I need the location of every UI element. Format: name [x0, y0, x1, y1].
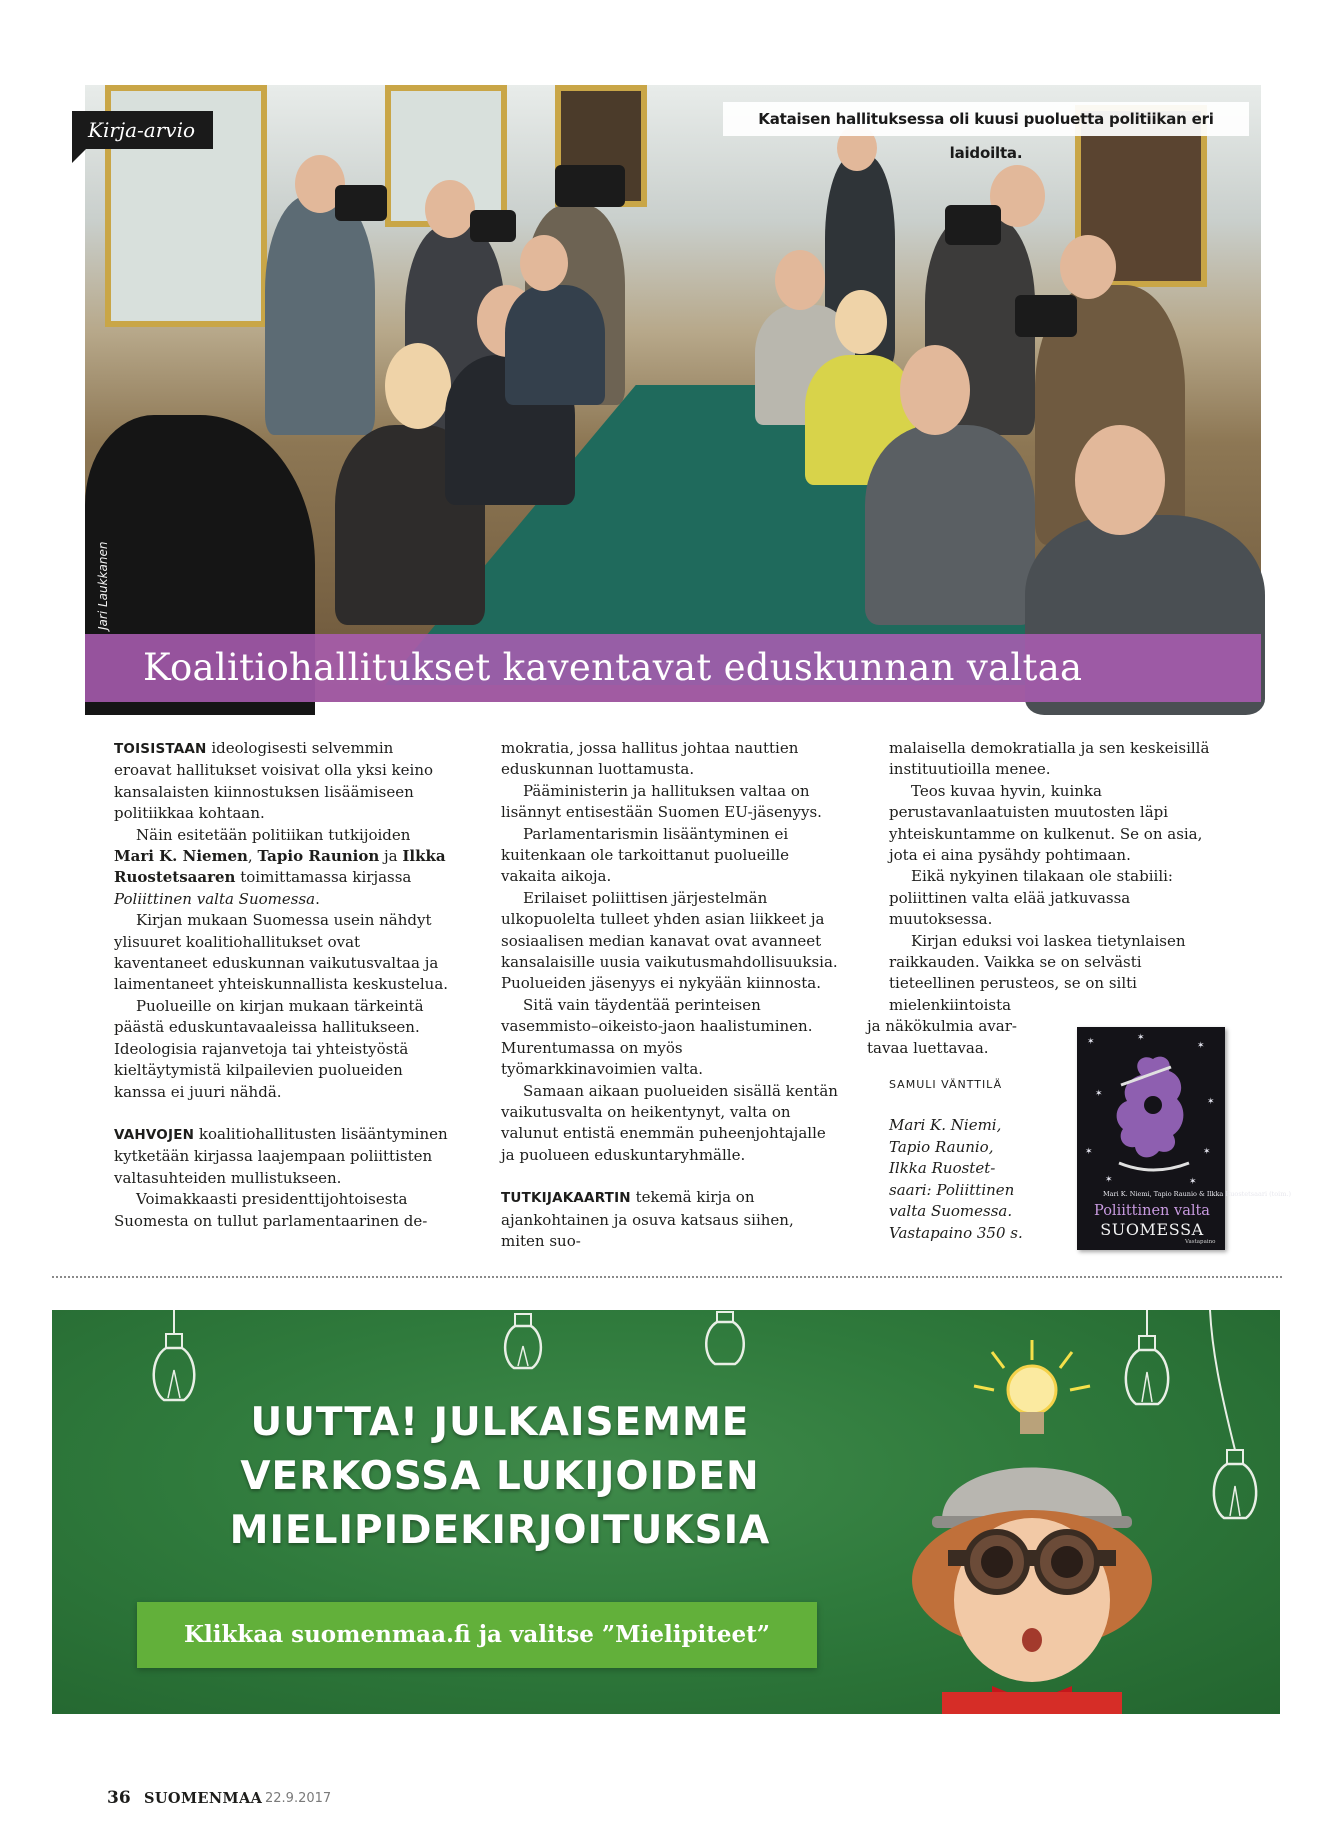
book-info [889, 1115, 1057, 1244]
article-column-2 [501, 738, 839, 1252]
paragraph [501, 1187, 839, 1252]
paragraph: Teos kuvaa hyvin, kuinka perustavanlaatuisten muutosten läpi yhteiskuntamme on kulkenut. Se on asia, jota ei aina pysähdy pohtimaan. [889, 781, 1203, 865]
lion-emblem-icon [1101, 1045, 1205, 1175]
ad-headline-line: VERKOSSA LUKIJOIDEN [240, 1454, 760, 1499]
camera-icon [335, 185, 387, 221]
seated-man-head [1075, 425, 1165, 535]
paragraph: Parlamentarismin lisääntyminen ei kuitenkaan ole tarkoittanut puolueille vakaita aikoja. [501, 824, 790, 886]
advertisement-banner[interactable] [52, 1310, 1280, 1714]
paragraph: Kirjan mukaan Suomessa usein nähdyt ylisuuret koalitiohallitukset ovat kaventaneet eduskunnan vaikutusvaltaa ja laimentaneet yhteiskunnallista keskustelua. [114, 911, 449, 994]
author-name: Mari K. Niemen [114, 847, 248, 866]
light-bulb-icon [498, 1310, 548, 1385]
child-inventor-illustration [882, 1330, 1182, 1714]
paragraph-text: , [247, 847, 258, 866]
book-info-line: Vastapaino 350 s. [889, 1223, 1023, 1242]
photographer-head [425, 180, 475, 238]
seated-woman-head [835, 290, 887, 354]
paragraph: Eikä nykyinen tilakaan ole stabiili: poliittinen valta elää jatkuvassa muutoksessa. [889, 867, 1173, 929]
run-in-heading: TUTKIJAKAARTIN [501, 1190, 631, 1207]
paragraph: Pääministerin ja hallituksen valtaa on lisännyt entisestään Suomen EU-jäsenyys. [501, 781, 822, 822]
camera-icon [1015, 295, 1077, 337]
book-info-line: Mari K. Niemi, [889, 1116, 1002, 1134]
seated-man-figure [865, 425, 1035, 625]
photo-caption: Kataisen hallituksessa oli kuusi puoluetta politiikan eri laidoilta. [723, 102, 1249, 136]
light-bulb-icon [1200, 1310, 1270, 1570]
star-icon: ✶ [1087, 1037, 1095, 1047]
cover-authors: Mari K. Niemi, Tapio Raunio & Ilkka Ruostetsaari (toim.) [1103, 1190, 1291, 1198]
author-name: Tapio Raunion [257, 847, 380, 866]
star-icon: ✶ [1137, 1033, 1145, 1043]
paragraph: Voimakkaasti presidenttijohtoisesta Suomesta on tullut parlamentaarinen de- [114, 1190, 428, 1230]
author-name: Ilkka Ruostetsaaren [114, 847, 446, 887]
section-label-fold [72, 149, 86, 163]
paragraph [114, 738, 452, 825]
byline: SAMULI VÄNTTILÄ [889, 1078, 1003, 1091]
paragraph: Samaan aikaan puolueiden sisällä kentän vaikutusvalta on heikentynyt, valta on valunut entistä enemmän puheenjohtajalle ja puolueen eduskuntaryhmälle. [501, 1081, 838, 1164]
star-icon: ✶ [1197, 1041, 1205, 1051]
paragraph: mokratia, jossa hallitus johtaa nauttien eduskunnan luottamusta. [501, 739, 799, 779]
paragraph-text: ja [379, 847, 403, 866]
seated-man-figure [505, 285, 605, 405]
ad-cta-button[interactable]: Klikkaa suomenmaa.fi ja valitse ”Mielipiteet” [137, 1602, 817, 1668]
article-column-3 [867, 738, 1229, 1059]
ad-headline [190, 1396, 810, 1558]
article-headline: Koalitiohallitukset kaventavat eduskunnan valtaa [143, 646, 1083, 689]
ad-headline-line: MIELIPIDEKIRJOITUKSIA [229, 1508, 771, 1553]
paragraph-text: toimittamassa kirjassa [235, 868, 412, 887]
cover-publisher: Vastapaino [1185, 1239, 1216, 1245]
paragraph: Erilaiset poliittisen järjestelmän ulkopuolelta tulleet yhden asian liikkeet ja sosiaalisen median kanavat ovat avanneet kansalaisille uusia vaikutusmahdollisuuksia. Puolueiden jäsenyys ei nykyään kiinnosta. [501, 888, 838, 993]
paragraph: Puolueille on kirjan mukaan tärkeintä päästä eduskuntavaaleissa hallitukseen. Ideologisia rajanvetoja tai yhteistyöstä kieltäytymistä kilpailevien puolueiden kanssa ei juuri nähdä. [114, 996, 424, 1101]
book-info-line: Ilkka Ruostet- [889, 1159, 996, 1177]
photographer-head [1060, 235, 1116, 299]
star-icon: ✶ [1189, 1177, 1197, 1187]
seated-man-head [520, 235, 568, 291]
star-icon: ✶ [1095, 1089, 1103, 1099]
run-in-heading: VAHVOJEN [114, 1126, 195, 1143]
book-info-line: saari: Poliittinen [889, 1180, 1015, 1199]
book-info-line: valta Suomessa. [889, 1202, 1013, 1220]
paragraph-text: tavaa luettavaa. [867, 1038, 989, 1057]
seated-man-head [775, 250, 825, 310]
light-bulb-icon [695, 1310, 755, 1385]
paragraph [114, 1124, 452, 1189]
magazine-name: SUOMENMAA [144, 1790, 263, 1807]
book-cover [1077, 1027, 1291, 1250]
run-in-heading: TOISISTAAN [114, 741, 207, 757]
photo-credit: Jari Laukkanen [96, 541, 110, 630]
article-photo [85, 85, 1261, 702]
cover-title-line1: Poliittinen valta [1094, 1203, 1210, 1219]
seated-man-head [900, 345, 970, 435]
paragraph-text: tekemä kirja on ajankohtainen ja osuva katsaus siihen, miten suo- [501, 1188, 794, 1250]
cover-title-line2: SUOMESSA [1100, 1220, 1204, 1239]
seated-woman-head [385, 343, 451, 429]
issue-date: 22.9.2017 [265, 1791, 332, 1806]
paragraph-text: koalitiohallitusten lisääntyminen kytketään kirjassa laajempaan poliittisten valtasuhteiden mullistukseen. [114, 1124, 448, 1187]
paragraph-text: ideologisesti selvemmin eroavat hallitukset voisivat olla yksi keino kansalaisten kiinnostuksen lisäämiseen politiikkaa kohtaan. [114, 739, 434, 823]
star-icon: ✶ [1085, 1147, 1093, 1157]
section-label: Kirja-arvio [72, 111, 213, 149]
star-icon: ✶ [1105, 1175, 1113, 1185]
ad-headline-line: UUTTA! JULKAISEMME [250, 1400, 750, 1445]
camera-icon [945, 205, 1001, 245]
camera-icon [470, 210, 516, 242]
book-info-line: Tapio Raunio, [889, 1137, 994, 1156]
paragraph-text: ja näkökulmia avar- [867, 1017, 1017, 1036]
paragraph: Sitä vain täydentää perinteisen vasemmisto–oikeisto-jaon haalistuminen. Murentumassa on myös työmarkkinavoimien valta. [501, 995, 813, 1079]
paragraph: malaisella demokratialla ja sen keskeisillä instituutioilla menee. [889, 739, 1210, 779]
photographer-figure [265, 195, 375, 435]
paragraph [114, 825, 452, 911]
page-number: 36 [107, 1788, 131, 1808]
dotted-divider [52, 1276, 1282, 1278]
paragraph-text: Kirjan eduksi voi laskea tietynlaisen raikkauden. Vaikka se on selvästi tieteellinen perusteos, se on silti mielenkiintoista [889, 931, 1186, 1014]
book-title: Poliittinen valta Suomessa [114, 889, 316, 908]
paragraph-text: Näin esitetään politiikan tutkijoiden [136, 825, 411, 844]
star-icon: ✶ [1207, 1097, 1215, 1107]
star-icon: ✶ [1203, 1147, 1211, 1157]
article-column-1 [114, 738, 452, 1232]
video-camera-icon [555, 165, 625, 207]
paragraph-text: . [315, 889, 320, 908]
